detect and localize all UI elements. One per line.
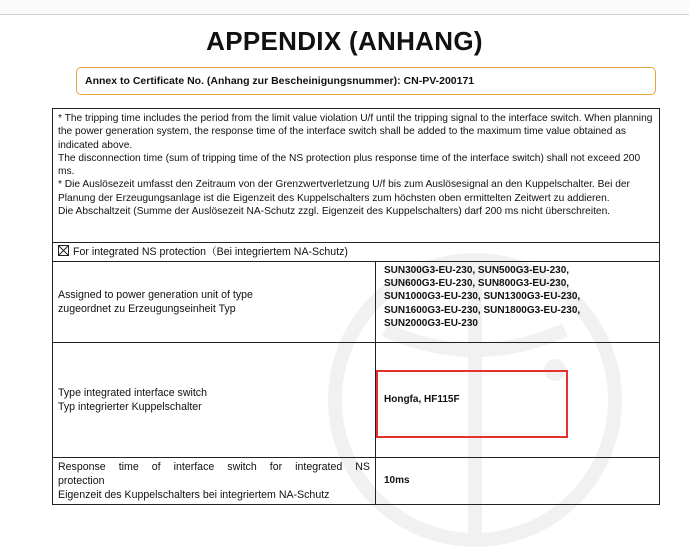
model-line: SUN300G3-EU-230, SUN500G3-EU-230, bbox=[384, 265, 570, 276]
note-en-1: * The tripping time includes the period from the limit value violation U/f until the tripping signal to the interface switch. When planning the power generation system, the response time of the interface switch shall be added to the maximum time value obtained as indicated above. bbox=[58, 113, 653, 151]
checked-box-icon bbox=[58, 245, 69, 256]
model-line: SUN600G3-EU-230, SUN800G3-EU-230, bbox=[384, 278, 570, 290]
annex-certificate-line: Annex to Certificate No. (Anhang zur Bescheinigungsnummer): CN-PV-200171 bbox=[76, 67, 656, 95]
assigned-label-en: Assigned to power generation unit of type bbox=[58, 289, 253, 301]
assigned-label-de: zugeordnet zu Erzeugungseinheit Typ bbox=[58, 303, 236, 315]
response-label-en-2: protection bbox=[58, 475, 105, 487]
integrated-protection-label: For integrated NS protection（Bei integriertem NA-Schutz) bbox=[73, 246, 348, 258]
note-en-2: The disconnection time (sum of tripping time of the NS protection plus response time of the interface switch) shall not exceed 200 ms. bbox=[58, 152, 641, 178]
page-title: APPENDIX (ANHANG) bbox=[206, 26, 483, 56]
response-time-value bbox=[376, 458, 659, 504]
interface-switch-type-label bbox=[53, 343, 376, 457]
assigned-unit-label bbox=[53, 262, 376, 342]
type-switch-label-de: Typ integrierter Kuppelschalter bbox=[58, 401, 202, 413]
appendix-table bbox=[52, 108, 660, 505]
response-time-row bbox=[53, 458, 659, 504]
model-line: SUN1600G3-EU-230, SUN1800G3-EU-230, bbox=[384, 304, 581, 316]
page-top-edge bbox=[0, 0, 689, 15]
interface-switch-type-row bbox=[53, 343, 659, 458]
note-de-1: * Die Auslösezeit umfasst den Zeitraum von der Grenzwertverletzung U/f bis zum Auslösesignal an den Kuppelschalter. Bei der Planung der Erzeugungsanlage ist die Eigenzeit des Kuppelschalters zum höchsten oben ermittelten Zeitwert zu addieren. bbox=[58, 179, 630, 204]
integrated-protection-row bbox=[53, 243, 659, 262]
switch-type-value: Hongfa, HF115F bbox=[384, 394, 460, 406]
tripping-time-notes bbox=[53, 109, 659, 243]
response-value: 10ms bbox=[384, 475, 410, 487]
assigned-unit-models bbox=[376, 262, 659, 342]
assigned-unit-row bbox=[53, 262, 659, 343]
highlight-box bbox=[376, 370, 568, 438]
response-label-de: Eigenzeit des Kuppelschalters bei integriertem NA-Schutz bbox=[58, 489, 330, 501]
type-switch-label-en: Type integrated interface switch bbox=[58, 387, 207, 399]
model-line: SUN1000G3-EU-230, SUN1300G3-EU-230, bbox=[384, 291, 581, 303]
note-de-2: Die Abschaltzeit (Summe der Auslösezeit NA-Schutz zzgl. Eigenzeit des Kuppelschalters) darf 200 ms nicht überschreiten. bbox=[58, 206, 611, 218]
model-line: SUN2000G3-EU-230 bbox=[384, 317, 478, 329]
response-label-en-1: Response time of interface switch for integrated NS bbox=[58, 461, 370, 473]
response-time-label bbox=[53, 458, 376, 504]
